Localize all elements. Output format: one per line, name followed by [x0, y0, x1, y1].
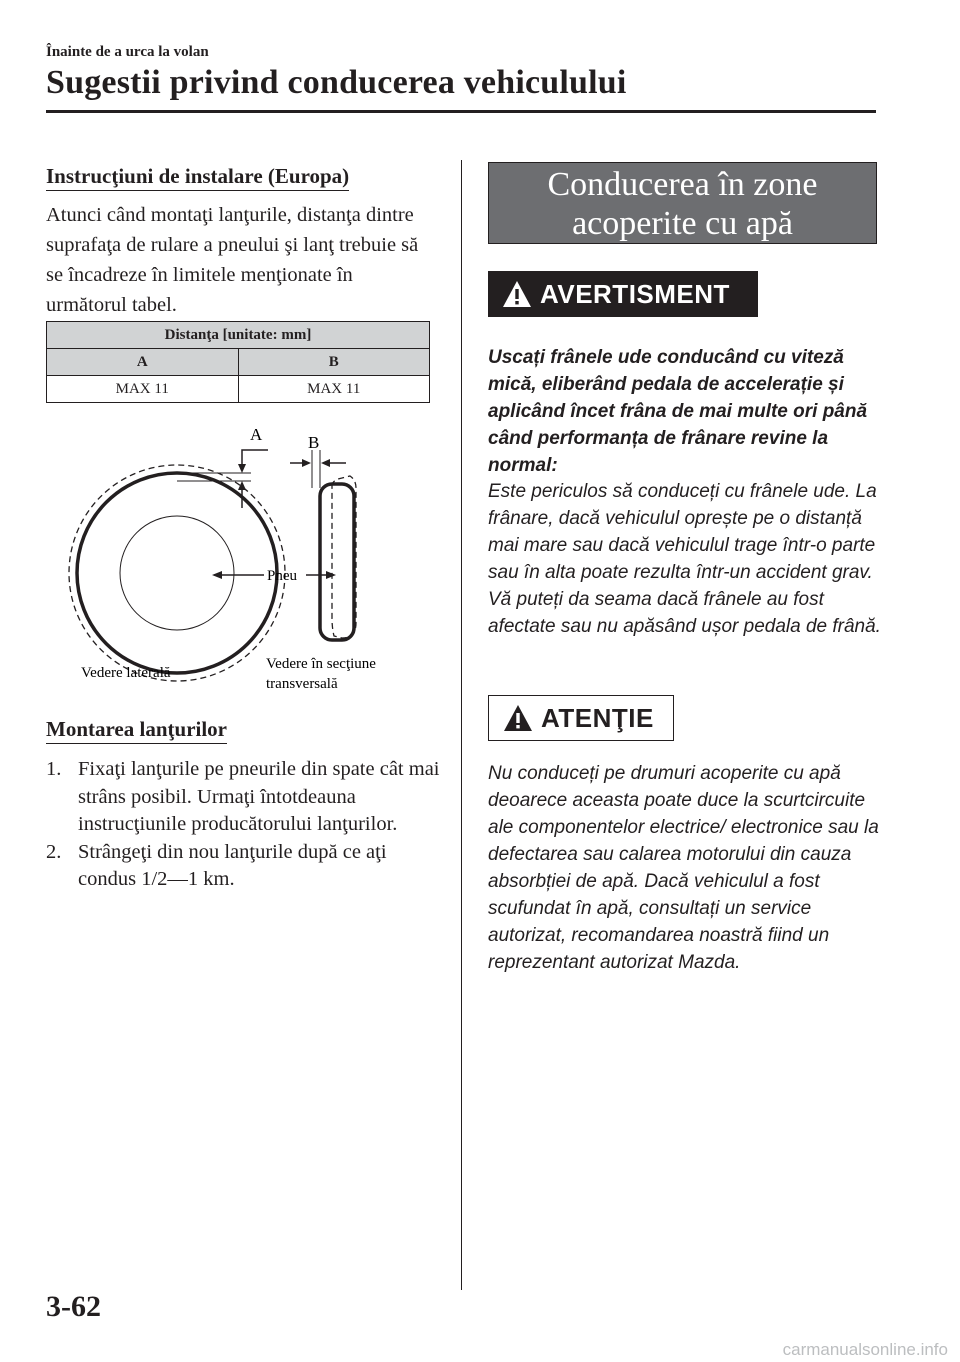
caption-cross-section-2: transversală — [266, 676, 338, 692]
warning-instruction: Uscați frânele ude conducând cu viteză mică, eliberând pedala de accelerație și aplicând încet frâna de mai multe ori până când performanța de frânare revine la normal: — [488, 347, 868, 476]
table-col-a: A — [47, 349, 239, 376]
breadcrumb: Înainte de a urca la volan — [46, 44, 209, 60]
arrowhead-tire-right — [326, 571, 336, 579]
tire-cross-section — [320, 484, 354, 640]
tire-chain-diagram — [46, 418, 446, 703]
arrowhead-b-left — [302, 459, 311, 467]
banner-line-2: acoperite cu apă — [572, 205, 793, 242]
caution-triangle-icon — [503, 704, 533, 732]
table-value-a: MAX 11 — [47, 376, 239, 403]
caption-cross-section-1: Vedere în secţiune — [266, 656, 376, 672]
warning-text: Este periculos să conduceți cu frânele ude. La frânare, dacă vehiculul oprește pe o distanță mai mare sau dacă vehiculul trage într-o parte sau în alta poate rezulta într-un accident grav. Vă puteți da seama dacă frânele au fost afectate sau nu apăsând ușor pedala de frână. — [488, 481, 881, 637]
mounting-steps — [46, 756, 446, 894]
caution-label: ATENŢIE — [541, 702, 654, 733]
warning-triangle-icon — [502, 280, 532, 308]
page-number: 3-62 — [46, 1290, 101, 1323]
banner-line-1: Conducerea în zone — [547, 166, 818, 203]
table-col-b: B — [238, 349, 430, 376]
arrow-a-top — [242, 450, 268, 470]
list-item — [46, 756, 446, 839]
caution-text: Nu conduceți pe drumuri acoperite cu apă deoarece aceasta poate duce la scurtcircuite ale componentelor electrice/ electronice sau la defectarea sau calarea motorului din cauza absorbției de apă. Dacă vehiculul a fost scufundat în apă, consultați un service autorizat, recomandarea noastră fiind un reprezentant autorizat Mazda. — [488, 763, 879, 973]
step-number: 1. — [46, 758, 62, 780]
page-title: Sugestii privind conducerea vehiculului — [46, 64, 627, 101]
warning-header — [488, 271, 758, 317]
chain-outline-dashed — [69, 465, 285, 681]
watermark: carmanualsonline.info — [782, 1340, 948, 1359]
section-banner — [488, 162, 877, 244]
column-divider — [461, 160, 462, 1290]
arrowhead-tire-left — [212, 571, 222, 579]
section-mounting — [46, 717, 227, 744]
arrowhead-a-top — [238, 464, 246, 473]
label-tire: Pneu — [267, 568, 297, 584]
step-text: Strângeţi din nou lanţurile după ce aţi condus 1/2—1 km. — [78, 840, 387, 890]
section-installation — [46, 164, 349, 191]
installation-paragraph: Atunci când montaţi lanţurile, distanţa dintre suprafaţa de rulare a pneului şi lanţ trebuie să se încadreze în limitele menţionate în următorul tabel. — [46, 204, 419, 316]
step-number: 2. — [46, 840, 62, 863]
table-header: Distanţa [unitate: mm] — [47, 322, 430, 349]
label-b: B — [308, 433, 320, 452]
label-a: A — [250, 425, 263, 444]
table-value-b: MAX 11 — [238, 376, 430, 403]
tire-side-view — [77, 473, 277, 673]
distance-table — [46, 321, 430, 403]
list-item — [46, 839, 446, 894]
caption-side-view: Vedere laterală — [81, 665, 171, 681]
section-title-installation: Instrucţiuni de instalare (Europa) — [46, 164, 349, 191]
warning-label: AVERTISMENT — [540, 278, 730, 309]
section-title-mounting: Montarea lanţurilor — [46, 717, 227, 744]
step-text: Fixaţi lanţurile pe pneurile din spate cât mai strâns posibil. Urmaţi întotdeauna instrucţiunile producătorului lanţurilor. — [78, 758, 440, 835]
arrowhead-b-right — [321, 459, 330, 467]
title-divider — [46, 110, 876, 113]
wheel-rim — [120, 516, 234, 630]
caution-header — [488, 695, 674, 741]
